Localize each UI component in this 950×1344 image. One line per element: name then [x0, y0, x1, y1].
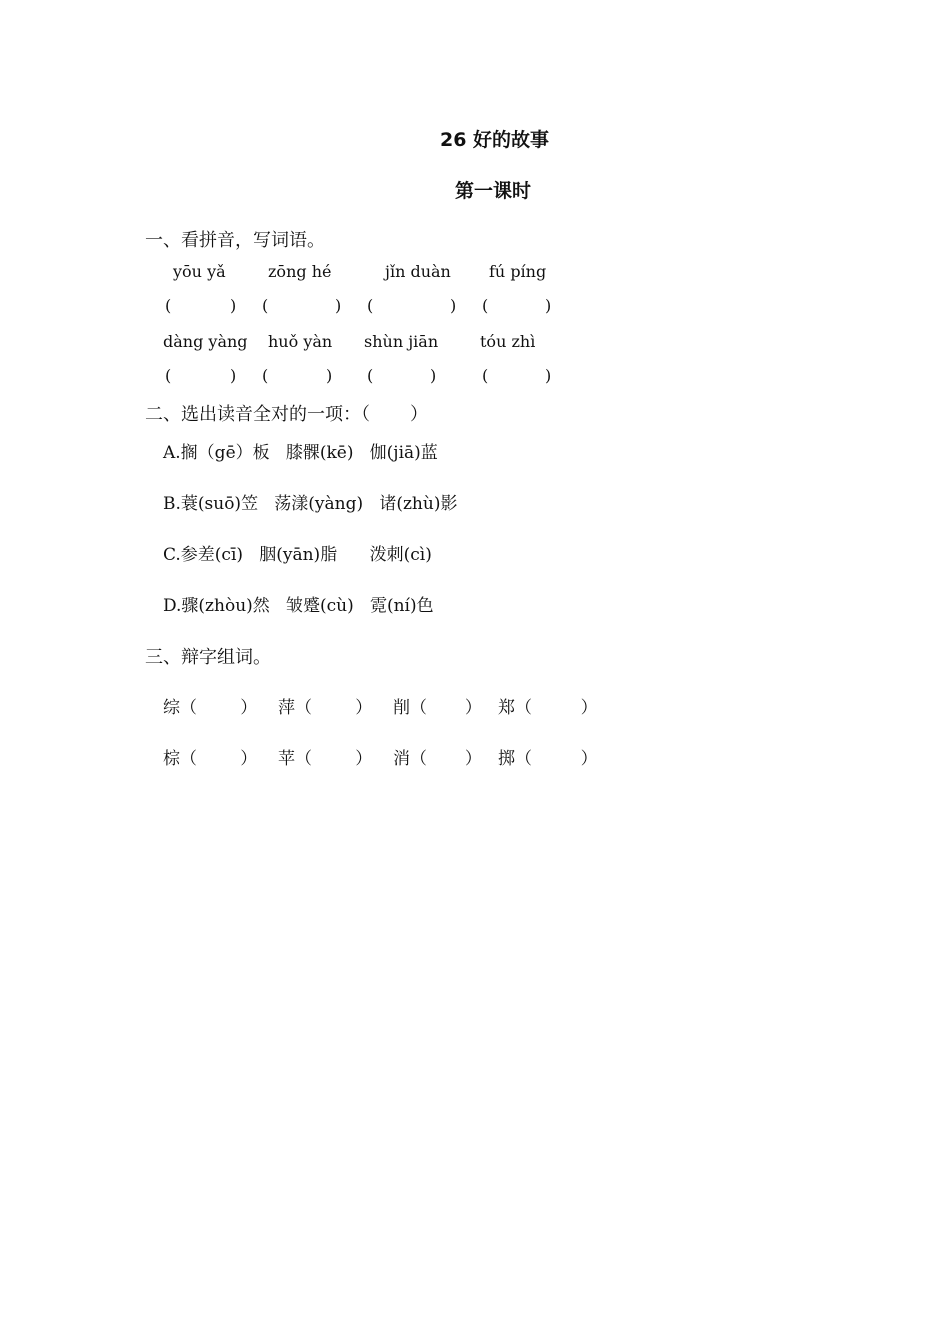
- pinyin-item: shùn jiān: [364, 332, 439, 351]
- word-group-item: 削（ ）: [393, 698, 482, 718]
- answer-blank-open: (: [367, 296, 374, 315]
- answer-blank-close: ): [450, 296, 457, 315]
- pinyin-item: dàng yàng: [163, 332, 248, 351]
- answer-blank-open: (: [262, 296, 269, 315]
- answer-blank-close: ): [326, 366, 333, 385]
- answer-blank-open: (: [165, 296, 172, 315]
- answer-blank-close: ): [545, 366, 552, 385]
- pinyin-item: tóu zhì: [480, 332, 536, 351]
- answer-blank-close: ): [230, 296, 237, 315]
- pinyin-item: fú píng: [489, 262, 547, 281]
- word-group-item: 棕（ ）: [163, 749, 258, 769]
- word-group-item: 消（ ）: [393, 749, 482, 769]
- section1-heading: 一、看拼音，写词语。: [145, 230, 325, 251]
- word-group-item: 萍（ ）: [278, 698, 373, 718]
- pinyin-item: jǐn duàn: [385, 262, 451, 281]
- word-group-item: 掷（ ）: [498, 749, 598, 769]
- answer-blank-close: ): [335, 296, 342, 315]
- pinyin-item: yōu yǎ: [173, 262, 226, 281]
- answer-blank-open: (: [262, 366, 269, 385]
- word-group-item: 苹（ ）: [278, 749, 373, 769]
- pinyin-item: zōng hé: [268, 262, 332, 281]
- choice-option-d: D.骤(zhòu)然 皱蹙(cù) 霓(ní)色: [163, 596, 434, 616]
- answer-blank-close: ): [430, 366, 437, 385]
- pinyin-item: huǒ yàn: [268, 332, 333, 351]
- choice-option-b: B.蓑(suō)笠 荡漾(yàng) 诸(zhù)影: [163, 494, 458, 514]
- choice-option-c: C.参差(cī) 胭(yān)脂 泼刺(cì): [163, 545, 432, 565]
- answer-blank-open: (: [367, 366, 374, 385]
- page-title: 26 好的故事: [440, 129, 550, 151]
- answer-blank-close: ): [230, 366, 237, 385]
- answer-blank-close: ): [545, 296, 552, 315]
- page-subtitle: 第一课时: [455, 180, 532, 202]
- section3-heading: 三、辩字组词。: [145, 647, 271, 668]
- word-group-item: 综（ ）: [163, 698, 258, 718]
- answer-blank-open: (: [482, 366, 489, 385]
- answer-blank-open: (: [165, 366, 172, 385]
- choice-option-a: A.搁（gē）板 膝髁(kē) 伽(jiā)蓝: [163, 443, 438, 463]
- section2-heading: 二、选出读音全对的一项：（ ）: [145, 404, 429, 425]
- answer-blank-open: (: [482, 296, 489, 315]
- word-group-item: 郑（ ）: [498, 698, 598, 718]
